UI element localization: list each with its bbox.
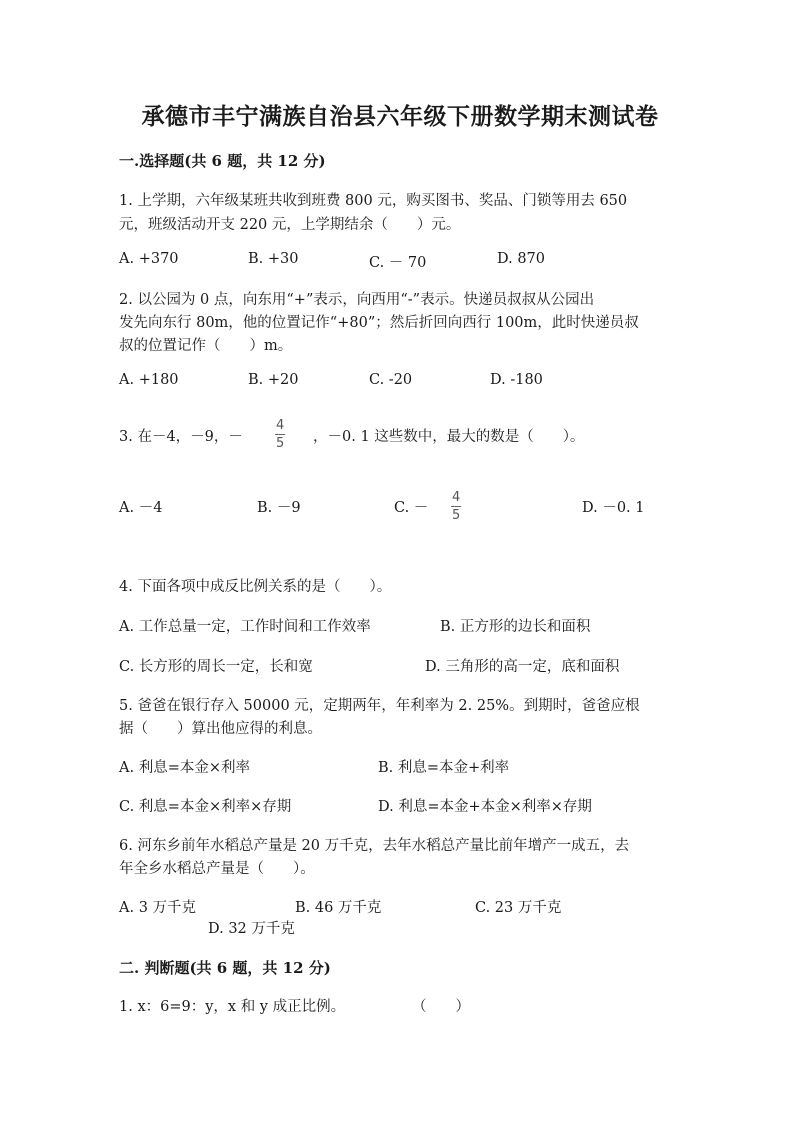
question-6-option-b: B. 46 万千克 [295, 900, 382, 916]
fraction-numerator: 4 [276, 418, 285, 433]
judgement-1-text: 1. x：6=9：y，x 和 y 成正比例。 [119, 999, 346, 1015]
question-4-option-d: D. 三角形的高一定，底和面积 [425, 659, 620, 675]
section-heading-choice: 一.选择题(共 6 题，共 12 分) [119, 152, 326, 170]
question-1-option-c: C. － 70 [369, 255, 427, 271]
question-5-option-d: D. 利息=本金+本金×利率×存期 [378, 799, 592, 815]
question-3-option-d: D. －0. 1 [582, 500, 645, 516]
question-2-option-d: D. -180 [490, 372, 543, 388]
question-2-line-3: 叔的位置记作（ ）m。 [119, 338, 293, 354]
question-2-option-a: A. +180 [119, 372, 179, 388]
question-5-line-1: 5. 爸爸在银行存入 50000 元，定期两年，年利率为 2. 25%。到期时，爸爸应根 [119, 698, 640, 714]
question-3-option-c: C. － [394, 500, 429, 516]
question-1-line-2: 元，班级活动开支 220 元，上学期结余（ ）元。 [119, 217, 461, 233]
question-6-option-c: C. 23 万千克 [475, 900, 562, 916]
question-3-option-b: B. －9 [257, 500, 301, 516]
question-2-option-c: C. -20 [369, 372, 413, 388]
section-heading-judgement: 二. 判断题(共 6 题，共 12 分) [119, 959, 331, 977]
fraction-denominator: 5 [276, 436, 285, 451]
question-3-suffix: ，－0. 1 这些数中，最大的数是（ ）。 [313, 429, 585, 445]
question-5-option-b: B. 利息=本金+利率 [378, 760, 510, 776]
question-4-option-c: C. 长方形的周长一定，长和宽 [119, 659, 313, 675]
question-2-option-b: B. +20 [248, 372, 299, 388]
question-2-line-1: 2. 以公园为 0 点，向东用“+”表示，向西用“-”表示。快递员叔叔从公园出 [119, 292, 595, 308]
judgement-1-answer-blank: （ ） [412, 999, 470, 1015]
question-4-option-b: B. 正方形的边长和面积 [440, 619, 591, 635]
question-1-option-b: B. +30 [248, 251, 299, 267]
question-4-line-1: 4. 下面各项中成反比例关系的是（ ）。 [119, 579, 392, 595]
question-1-line-1: 1. 上学期，六年级某班共收到班费 800 元，购买图书、奖品、门锁等用去 650 [119, 193, 628, 209]
question-6-option-a: A. 3 万千克 [119, 900, 197, 916]
question-1-option-d: D. 870 [497, 251, 546, 267]
question-6-line-2: 年全乡水稻总产量是（ ）。 [119, 861, 315, 877]
question-5-option-a: A. 利息=本金×利率 [119, 760, 250, 776]
question-5-option-c: C. 利息=本金×利率×存期 [119, 799, 292, 815]
page-title: 承德市丰宁满族自治县六年级下册数学期末测试卷 [141, 103, 659, 130]
question-3-option-c-fraction [451, 491, 461, 522]
question-3-fraction [275, 419, 285, 450]
question-5-line-2: 据（ ）算出他应得的利息。 [119, 721, 322, 737]
question-1-option-a: A. +370 [119, 251, 179, 267]
question-4-option-a: A. 工作总量一定，工作时间和工作效率 [119, 619, 371, 635]
fraction-denominator: 5 [452, 508, 461, 523]
question-2-line-2: 发先向东行 80m，他的位置记作“+80”；然后折回向西行 100m，此时快递员叔 [119, 315, 639, 331]
question-3-option-a: A. －4 [119, 500, 163, 516]
question-6-option-d: D. 32 万千克 [208, 921, 295, 937]
question-6-line-1: 6. 河东乡前年水稻总产量是 20 万千克，去年水稻总产量比前年增产一成五，去 [119, 838, 630, 854]
fraction-numerator: 4 [452, 490, 461, 505]
question-3-prefix: 3. 在－4，－9，－ [119, 429, 243, 445]
